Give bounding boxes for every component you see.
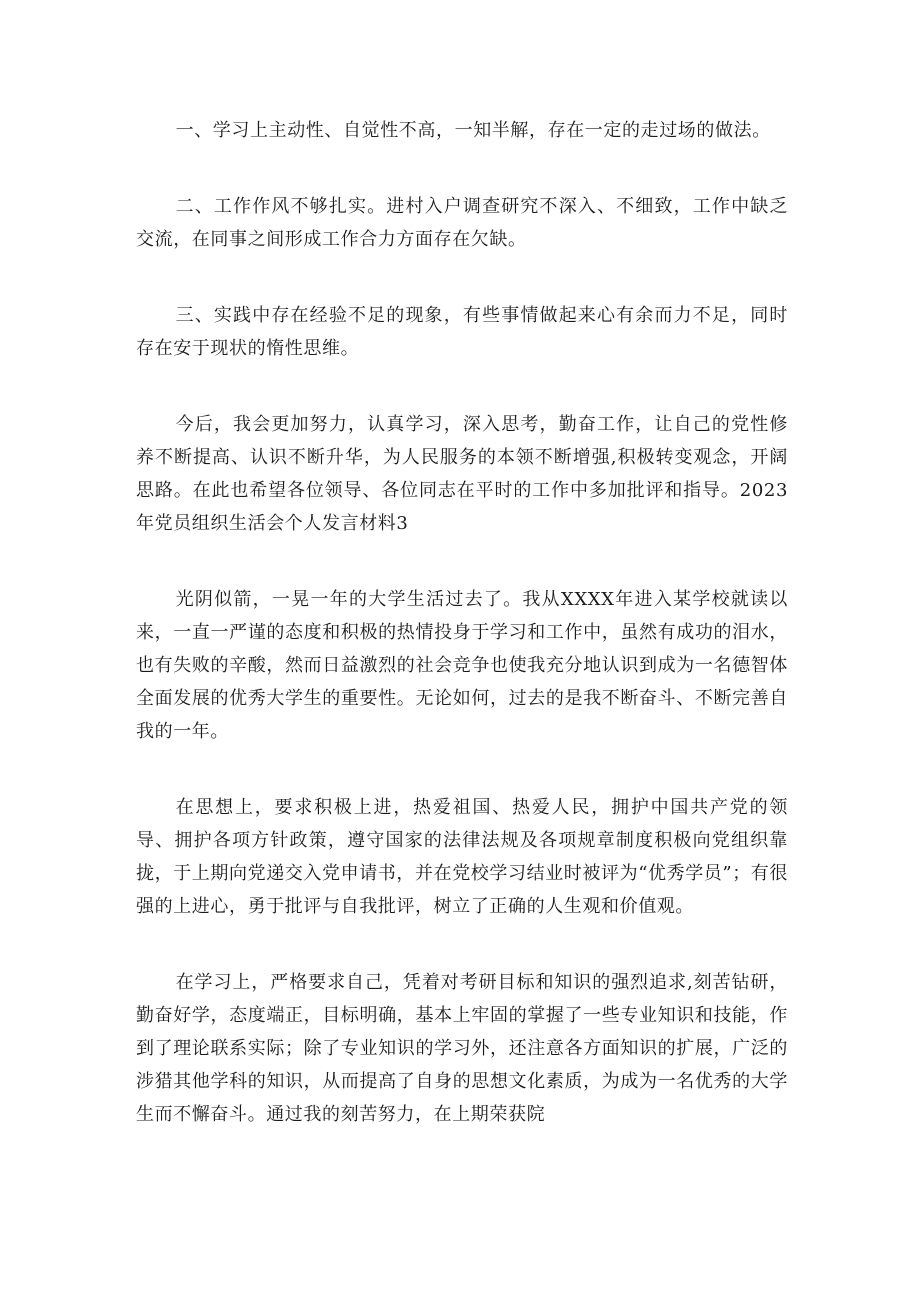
document-body: [136, 114, 788, 1174]
paragraph-5: 光阴似箭，一晃一年的大学生活过去了。我从XXXX年进入某学校就读以来，一直一严谨的态度和积极的热情投身于学习和工作中，虽然有成功的泪水，也有失败的辛酸，然而日益激烈的社会竞争也使我充分地认识到成为一名德智体全面发展的优秀大学生的重要性。无论如何，过去的是我不断奋斗、不断完善自我的一年。: [136, 589, 788, 742]
paragraph-1: 一、学习上主动性、自觉性不高，一知半解，存在一定的走过场的做法。: [175, 120, 771, 141]
paragraph-4: 今后，我会更加努力，认真学习，深入思考，勤奋工作，让自己的党性修养不断提高、认识不断升华，为人民服务的本领不断增强,积极转变观念，开阔思路。在此也希望各位领导、各位同志在平时的工作中多加批评和指导。2023年党员组织生活会个人发言材料3: [136, 414, 788, 534]
paragraph-7: 在学习上，严格要求自己，凭着对考研目标和知识的强烈追求,刻苦钻研，勤奋好学，态度端正，目标明确，基本上牢固的掌握了一些专业知识和技能，作到了理论联系实际；除了专业知识的学习外，还注意各方面知识的扩展，广泛的涉猎其他学科的知识，从而提高了自身的思想文化素质，为成为一名优秀的大学生而不懈奋斗。通过我的刻苦努力，在上期荣获院: [136, 972, 788, 1125]
paragraph-2: 二、工作作风不够扎实。进村入户调查研究不深入、不细致，工作中缺乏交流，在同事之间形成工作合力方面存在欠缺。: [136, 196, 788, 250]
paragraph-3: 三、实践中存在经验不足的现象，有些事情做起来心有余而力不足，同时存在安于现状的惰性思维。: [136, 305, 788, 359]
paragraph-6: 在思想上，要求积极上进，热爱祖国、热爱人民，拥护中国共产党的领导、拥护各项方针政策，遵守国家的法律法规及各项规章制度积极向党组织靠拢，于上期向党递交入党申请书，并在党校学习结业时被评为“优秀学员”；有很强的上进心，勇于批评与自我批评，树立了正确的人生观和价值观。: [136, 797, 789, 917]
